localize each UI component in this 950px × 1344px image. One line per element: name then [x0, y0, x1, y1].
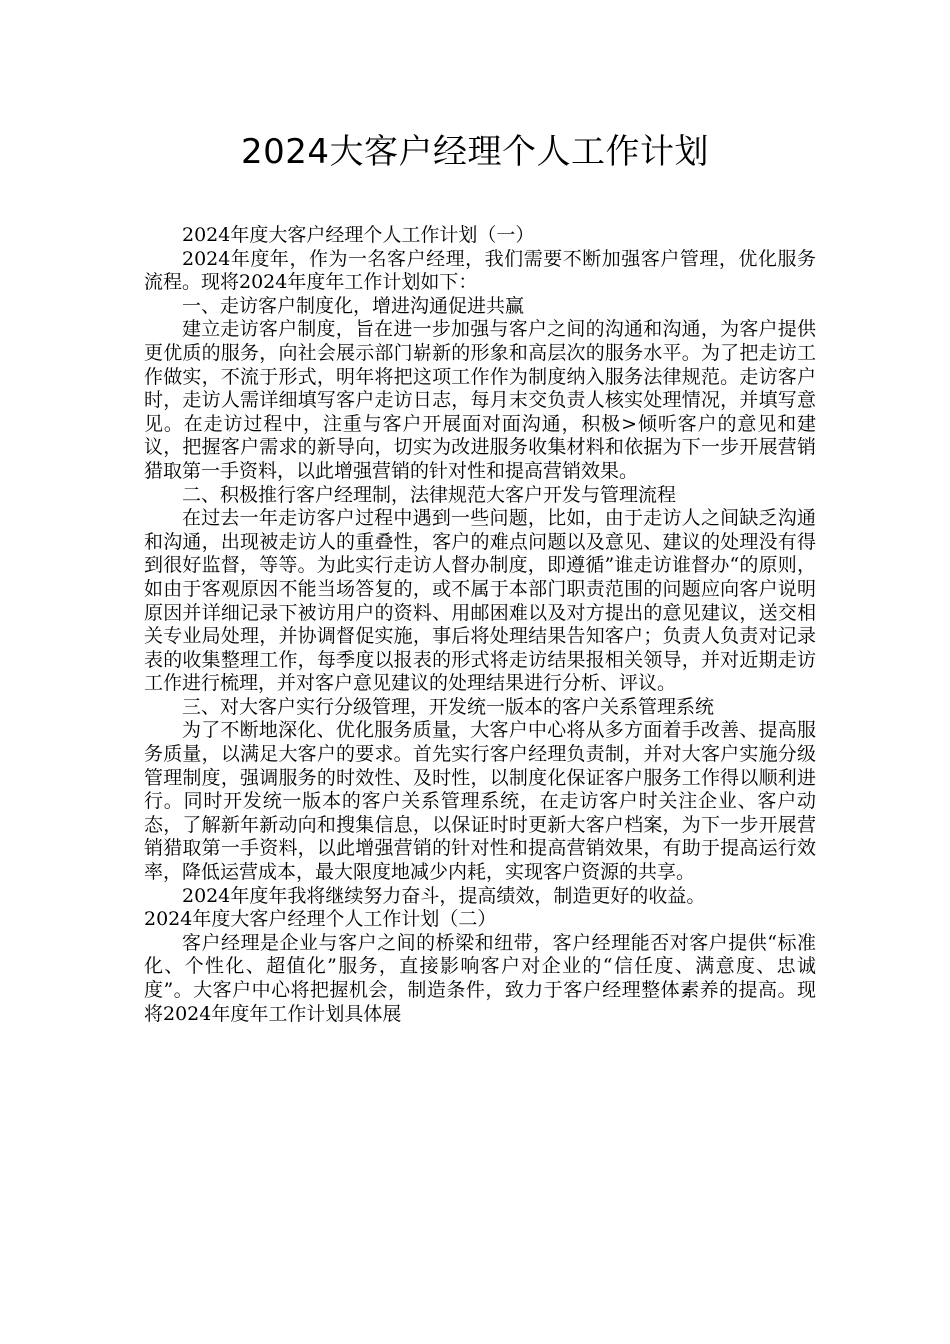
document-title: 2024大客户经理个人工作计划	[240, 132, 710, 172]
section-heading: 三、对大客户实行分级管理，开发统一版本的客户关系管理系统	[182, 695, 715, 718]
paragraph: 2024年度年，作为一名客户经理，我们需要不断加强客户管理，优化服务流程。现将2024年度年工作计划如下：	[144, 247, 816, 294]
paragraph: 2024年度大客户经理个人工作计划（一）	[182, 224, 535, 246]
paragraph: 客户经理是企业与客户之间的桥梁和纽带，客户经理能否对客户提供“标准化、个性化、超值化”服务，直接影响客户对企业的“信任度、满意度、忠诚度”。大客户中心将把握机会，制造条件，致力于客户经理整体素养的提高。现将2024年度年工作计划具体展	[144, 931, 816, 1025]
section-heading: 一、走访客户制度化，增进沟通促进共赢	[182, 294, 525, 317]
section-heading: 二、积极推行客户经理制，法律规范大客户开发与管理流程	[182, 483, 677, 506]
subtitle-heading: 2024年度大客户经理个人工作计划（二）	[144, 908, 497, 931]
paragraph: 2024年度年我将继续努力奋斗，提高绩效，制造更好的收益。	[182, 884, 706, 907]
paragraph: 为了不断地深化、优化服务质量，大客户中心将从多方面着手改善、提高服务质量，以满足大客户的要求。首先实行客户经理负责制，并对大客户实施分级管理制度，强调服务的时效性、及时性，以制度化保证客户服务工作得以顺利进行。同时开发统一版本的客户关系管理系统，在走访客户时关注企业、客户动态，了解新年新动向和搜集信息，以保证时时更新大客户档案，为下一步开展营销猎取第一手资料，以此增强营销的针对性和提高营销效果，有助于提高运行效率，降低运营成本，最大限度地减少内耗，实现客户资源的共享。	[144, 719, 816, 884]
document-body	[144, 224, 816, 1026]
paragraph: 建立走访客户制度，旨在进一步加强与客户之间的沟通和沟通，为客户提供更优质的服务，向社会展示部门崭新的形象和高层次的服务水平。为了把走访工作做实，不流于形式，明年将把这项工作作为制度纳入服务法律规范。走访客户时，走访人需详细填写客户走访日志，每月末交负责人核实处理情况，并填写意见。在走访过程中，注重与客户开展面对面沟通，积极>倾听客户的意见和建议，把握客户需求的新导向，切实为改进服务收集材料和依据为下一步开展营销猎取第一手资料，以此增强营销的针对性和提高营销效果。	[144, 318, 816, 482]
paragraph: 在过去一年走访客户过程中遇到一些问题，比如，由于走访人之间缺乏沟通和沟通，出现被走访人的重叠性，客户的难点问题以及意见、建议的处理没有得到很好监督，等等。为此实行走访人督办制度，即遵循”谁走访谁督办“的原则，如由于客观原因不能当场答复的，或不属于本部门职责范围的问题应向客户说明原因并详细记录下被访用户的资料、用邮困难以及对方提出的意见建议，送交相关专业局处理，并协调督促实施，事后将处理结果告知客户；负责人负责对记录表的收集整理工作，每季度以报表的形式将走访结果报相关领导，并对近期走访工作进行梳理，并对客户意见建议的处理结果进行分析、评议。	[144, 507, 816, 695]
